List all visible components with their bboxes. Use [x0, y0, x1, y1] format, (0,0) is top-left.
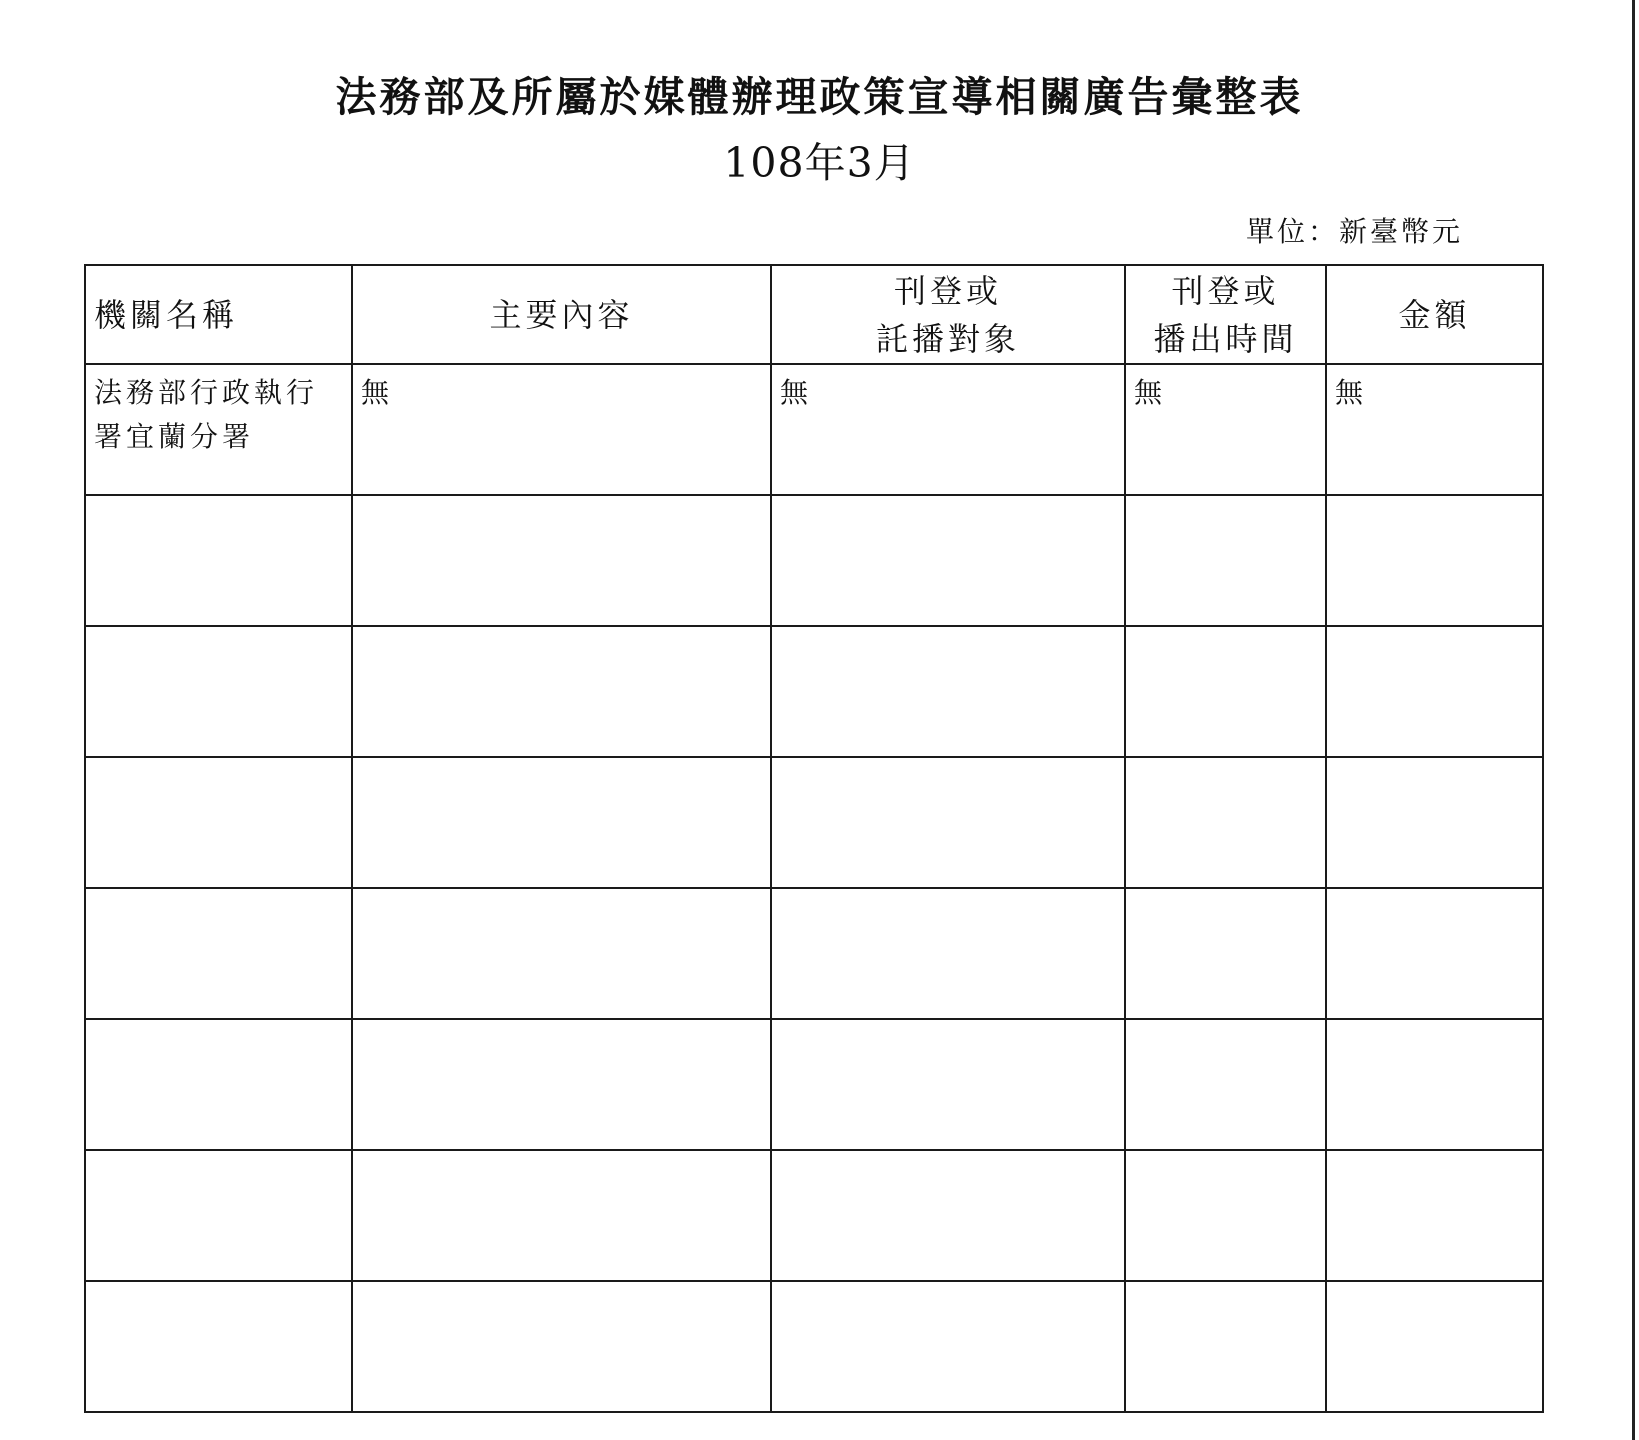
cell-content: [352, 888, 771, 1019]
cell-target: [771, 757, 1125, 888]
cell-target: [771, 1019, 1125, 1150]
header-amount: 金額: [1326, 265, 1543, 364]
cell-time: [1125, 757, 1326, 888]
header-main-content: 主要內容: [352, 265, 771, 364]
cell-agency: 法務部行政執行署宜蘭分署: [85, 364, 352, 495]
advertising-summary-table: [84, 264, 1544, 1413]
cell-target: [771, 1281, 1125, 1412]
cell-amount: [1326, 1150, 1543, 1281]
cell-target: [771, 626, 1125, 757]
header-target: [771, 265, 1125, 364]
cell-agency: [85, 626, 352, 757]
header-time: [1125, 265, 1326, 364]
cell-time: [1125, 626, 1326, 757]
cell-agency: [85, 1281, 352, 1412]
cell-amount: [1326, 626, 1543, 757]
cell-target: [771, 888, 1125, 1019]
header-agency-name: 機關名稱: [85, 265, 352, 364]
table-row: [85, 1281, 1543, 1412]
table-row: [85, 757, 1543, 888]
cell-target: [771, 1150, 1125, 1281]
table-row: [85, 495, 1543, 626]
table-row: [85, 888, 1543, 1019]
table-row: [85, 1150, 1543, 1281]
table-row: [85, 1019, 1543, 1150]
cell-time: [1125, 888, 1326, 1019]
cell-target: 無: [771, 364, 1125, 495]
header-time-line2: 播出時間: [1153, 319, 1298, 358]
cell-content: [352, 1281, 771, 1412]
header-target-line2: 託播對象: [875, 319, 1020, 358]
cell-agency: [85, 888, 352, 1019]
cell-time: [1125, 1019, 1326, 1150]
currency-unit: 單位：新臺幣元: [1245, 215, 1463, 248]
cell-agency: [85, 1019, 352, 1150]
document-title: 法務部及所屬於媒體辦理政策宣導相關廣告彙整表: [335, 73, 1304, 121]
cell-amount: [1326, 495, 1543, 626]
table-header-row: [85, 265, 1543, 364]
cell-content: [352, 495, 771, 626]
header-time-line1: 刊登或: [1171, 271, 1280, 310]
scan-edge: [1632, 0, 1635, 1440]
cell-time: [1125, 1150, 1326, 1281]
cell-target: [771, 495, 1125, 626]
cell-time: [1125, 495, 1326, 626]
cell-amount: [1326, 1281, 1543, 1412]
cell-content: 無: [352, 364, 771, 495]
table-row: [85, 626, 1543, 757]
table-row: [85, 364, 1543, 495]
cell-time: [1125, 1281, 1326, 1412]
cell-time: 無: [1125, 364, 1326, 495]
cell-amount: [1326, 888, 1543, 1019]
cell-content: [352, 1150, 771, 1281]
header-target-line1: 刊登或: [893, 271, 1002, 310]
cell-amount: 無: [1326, 364, 1543, 495]
cell-agency: [85, 495, 352, 626]
document-period: 108年3月: [723, 139, 916, 187]
cell-content: [352, 1019, 771, 1150]
cell-content: [352, 757, 771, 888]
cell-content: [352, 626, 771, 757]
cell-agency: [85, 1150, 352, 1281]
cell-agency: [85, 757, 352, 888]
cell-amount: [1326, 1019, 1543, 1150]
cell-amount: [1326, 757, 1543, 888]
